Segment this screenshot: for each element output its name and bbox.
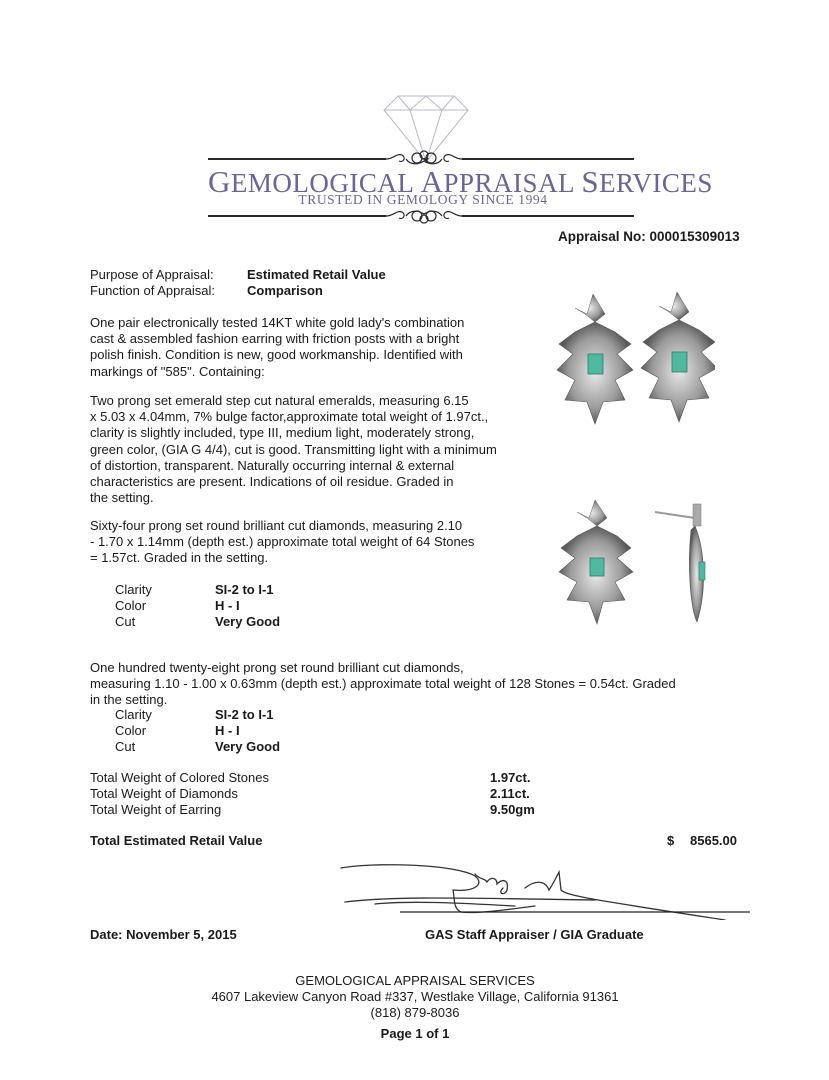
diamonds-weight-value: 2.11ct. bbox=[490, 786, 530, 801]
earring-weight-value: 9.50gm bbox=[490, 802, 535, 817]
diamonds-128-description bbox=[90, 660, 740, 709]
brand-initial-s: S bbox=[581, 164, 600, 199]
appraisal-number-label: Appraisal No: bbox=[558, 229, 646, 244]
appraisal-number-value: 000015309013 bbox=[649, 229, 740, 244]
cut-value: Very Good bbox=[215, 614, 281, 629]
emerald-line: Two prong set emerald step cut natural emeralds, measuring 6.15 bbox=[90, 393, 469, 408]
clarity-value: SI-2 to I-1 bbox=[215, 582, 274, 597]
retail-value: 8565.00 bbox=[690, 833, 737, 848]
appraisal-date: Date: November 5, 2015 bbox=[90, 927, 237, 942]
ornament-rule-left-bottom bbox=[208, 215, 386, 217]
footer-phone: (818) 879-8036 bbox=[370, 1005, 460, 1020]
diamond-line: measuring 1.10 - 1.00 x 0.63mm (depth est.) approximate total weight of 128 Stones = 0.54ct. Graded bbox=[90, 676, 676, 692]
brand-tagline: TRUSTED IN GEMOLOGY SINCE 1994 bbox=[298, 192, 548, 207]
emerald-line: the setting. bbox=[90, 490, 154, 506]
retail-value-label: Total Estimated Retail Value bbox=[90, 833, 263, 848]
footer bbox=[190, 973, 640, 1042]
function-value: Comparison bbox=[247, 283, 323, 298]
emerald-line: characteristics are present. Indications of oil residue. Graded in bbox=[90, 474, 454, 490]
emerald-line: x 5.03 x 4.04mm, 7% bulge factor,approximate total weight of 1.97ct., bbox=[90, 409, 489, 425]
emerald-line: green color, (GIA G 4/4), cut is good. Transmitting light with a minimum bbox=[90, 441, 497, 457]
brand-initial-a: A bbox=[420, 164, 444, 199]
ornament-rule-left-top bbox=[208, 158, 386, 160]
appraisal-number bbox=[558, 229, 740, 244]
function-label: Function of Appraisal: bbox=[90, 283, 216, 298]
scroll-ornament-icon bbox=[384, 206, 464, 226]
item-line: cast & assembled fashion earring with friction posts with a bright bbox=[90, 331, 460, 347]
cut-label: Cut bbox=[115, 739, 136, 754]
diamonds-128-grades bbox=[115, 707, 280, 755]
brand-word-2: PPRAISAL bbox=[443, 168, 582, 198]
footer-company: GEMOLOGICAL APPRAISAL SERVICES bbox=[295, 973, 535, 988]
footer-address: 4607 Lakeview Canyon Road #337, Westlake Village, California 91361 bbox=[211, 989, 619, 1004]
diamonds-weight-label: Total Weight of Diamonds bbox=[90, 786, 238, 801]
item-line: markings of "585". Containing: bbox=[90, 363, 265, 379]
clarity-value: SI-2 to I-1 bbox=[215, 707, 274, 722]
earring-weight-label: Total Weight of Earring bbox=[90, 802, 222, 817]
page-number: Page 1 of 1 bbox=[380, 1026, 450, 1041]
earrings-photo-front-side bbox=[555, 500, 715, 630]
earring-left bbox=[557, 294, 633, 424]
emerald-line: of distortion, transparent. Naturally occurring internal & external bbox=[90, 457, 455, 473]
colored-stones-label: Total Weight of Colored Stones bbox=[90, 770, 269, 785]
ornament-rule-right-top bbox=[462, 158, 634, 160]
earring-right bbox=[641, 292, 715, 422]
earring-side bbox=[655, 504, 705, 622]
clarity-label: Clarity bbox=[115, 582, 152, 597]
purpose-value: Estimated Retail Value bbox=[247, 267, 386, 282]
clarity-label: Clarity bbox=[115, 707, 152, 722]
emerald-description bbox=[90, 393, 535, 506]
diamond-line: = 1.57ct. Graded in the setting. bbox=[90, 550, 269, 566]
brand-word-1: EMOLOGICAL bbox=[230, 168, 421, 198]
earring-front bbox=[559, 500, 633, 624]
earrings-photo-front bbox=[555, 292, 715, 472]
appraiser-title: GAS Staff Appraiser / GIA Graduate bbox=[425, 927, 644, 942]
emerald-line: clarity is slightly included, type III, medium light, moderately strong, bbox=[90, 425, 475, 441]
color-label: Color bbox=[115, 723, 147, 738]
weight-totals bbox=[90, 770, 535, 818]
cut-value: Very Good bbox=[215, 739, 281, 754]
item-line: One pair electronically tested 14KT white gold lady's combination bbox=[90, 315, 465, 330]
currency-symbol: $ bbox=[667, 833, 675, 848]
ornament-rule-right-bottom bbox=[462, 215, 634, 217]
brand-word-3: ERVICES bbox=[599, 168, 713, 198]
cut-label: Cut bbox=[115, 614, 136, 629]
purpose-section bbox=[90, 267, 386, 299]
colored-stones-value: 1.97ct. bbox=[490, 770, 531, 785]
diamonds-64-grades bbox=[115, 582, 280, 630]
brand-initial-g: G bbox=[208, 164, 231, 199]
item-line: polish finish. Condition is new, good workmanship. Identified with bbox=[90, 347, 463, 363]
item-description bbox=[90, 315, 510, 380]
color-value: H - I bbox=[215, 598, 240, 613]
color-label: Color bbox=[115, 598, 147, 613]
diamond-line: - 1.70 x 1.14mm (depth est.) approximate total weight of 64 Stones bbox=[90, 534, 475, 550]
purpose-label: Purpose of Appraisal: bbox=[90, 267, 214, 282]
appraiser-signature bbox=[335, 860, 755, 920]
diamond-line: Sixty-four prong set round brilliant cut diamonds, measuring 2.10 bbox=[90, 518, 463, 533]
diamond-line: in the setting. bbox=[90, 692, 168, 708]
color-value: H - I bbox=[215, 723, 240, 738]
diamonds-64-description bbox=[90, 518, 510, 567]
diamond-line: One hundred twenty-eight prong set round brilliant cut diamonds, bbox=[90, 660, 464, 675]
